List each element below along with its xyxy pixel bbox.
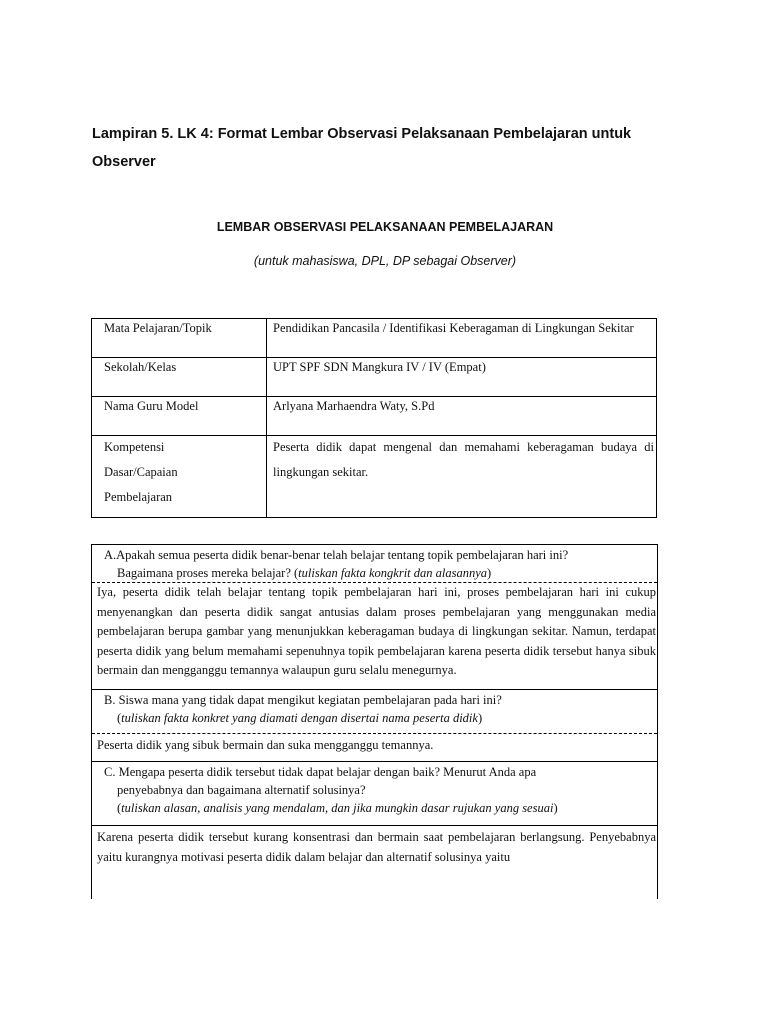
question-c-open: ( <box>117 801 122 815</box>
info-value-text: Peserta didik dapat mengenal dan memahami keberagaman budaya di lingkungan sekitar. <box>273 440 654 479</box>
info-label: Mata Pelajaran/Topik <box>92 319 267 358</box>
sheet-title: LEMBAR OBSERVASI PELAKSANAAN PEMBELAJARAN <box>216 220 554 234</box>
question-a <box>92 545 657 582</box>
info-label <box>92 436 267 518</box>
info-row-subject <box>92 319 657 358</box>
info-label-line: Dasar/Capaian <box>104 465 178 479</box>
question-b <box>92 690 657 727</box>
question-a-line1: A.Apakah semua peserta didik benar-benar telah belajar tentang topik pembelajaran hari ini? <box>104 548 569 562</box>
question-c <box>92 762 657 817</box>
info-row-teacher <box>92 397 657 436</box>
question-b-open: ( <box>117 710 122 725</box>
question-b-hint: tuliskan fakta konkret yang diamati dengan disertai nama peserta didik <box>121 710 478 725</box>
question-c-line3 <box>104 799 653 817</box>
info-value: UPT SPF SDN Mangkura IV / IV (Empat) <box>267 358 657 397</box>
question-a-hint: tuliskan fakta kongkrit dan alasannya <box>298 566 488 580</box>
question-b-line1: B. Siswa mana yang tidak dapat mengikut kegiatan pembelajaran pada hari ini? <box>104 692 502 707</box>
info-label: Nama Guru Model <box>92 397 267 436</box>
question-c-close: ) <box>553 801 558 815</box>
info-value: Arlyana Marhaendra Waty, S.Pd <box>267 397 657 436</box>
observation-box <box>91 544 658 899</box>
info-row-competency <box>92 436 657 518</box>
info-value: Pendidikan Pancasila / Identifikasi Keberagaman di Lingkungan Sekitar <box>267 319 657 358</box>
answer-c: Karena peserta didik tersebut kurang konsentrasi dan bermain saat pembelajaran berlangsung. Penyebabnya yaitu kurangnya motivasi peserta didik dalam belajar dan alternatif solusinya yaitu <box>97 830 656 864</box>
question-a-text: Bagaimana proses mereka belajar? ( <box>117 566 299 580</box>
question-c-hint: tuliskan alasan, analisis yang mendalam, dan jika mungkin dasar rujukan yang sesuai <box>121 801 554 815</box>
page-heading-line2: Observer <box>92 154 156 170</box>
sheet-subtitle: (untuk mahasiswa, DPL, DP sebagai Observer) <box>253 254 517 268</box>
question-b-close: ) <box>477 710 483 725</box>
page-heading <box>92 120 682 176</box>
answer-b: Peserta didik yang sibuk bermain dan suka mengganggu temannya. <box>97 737 434 752</box>
info-label-line: Kompetensi <box>104 440 165 454</box>
page-heading-line1: Lampiran 5. LK 4: Format Lembar Observasi Pelaksanaan Pembelajaran untuk <box>92 126 632 142</box>
question-c-line2: penyebabnya dan bagaimana alternatif solusinya? <box>117 783 366 797</box>
info-label-line: Pembelajaran <box>104 490 173 504</box>
question-c-line1: C. Mengapa peserta didik tersebut tidak dapat belajar dengan baik? Menurut Anda apa <box>104 765 537 779</box>
question-a-line2 <box>104 564 653 582</box>
question-b-line2 <box>104 709 653 727</box>
answer-a: Iya, peserta didik telah belajar tentang topik pembelajaran hari ini, proses pembelajaran hari ini cukup menyenangkan dan peserta didik sangat antusias dalam proses pembelajaran yang menggunakan media pembelajaran berupa gambar yang menunjukkan keberagaman budaya di lingkungan sekitar. Namun, terdapat peserta didik yang belum memahami sepenuhnya topik pembelajaran karena peserta didik tersebut hanya sibuk bermain dan mengganggu temannya walaupun guru selalu menegurnya. <box>97 585 656 677</box>
question-a-close: ) <box>487 566 492 580</box>
info-table <box>91 318 657 518</box>
info-row-school <box>92 358 657 397</box>
info-label: Sekolah/Kelas <box>92 358 267 397</box>
info-value <box>267 436 657 518</box>
